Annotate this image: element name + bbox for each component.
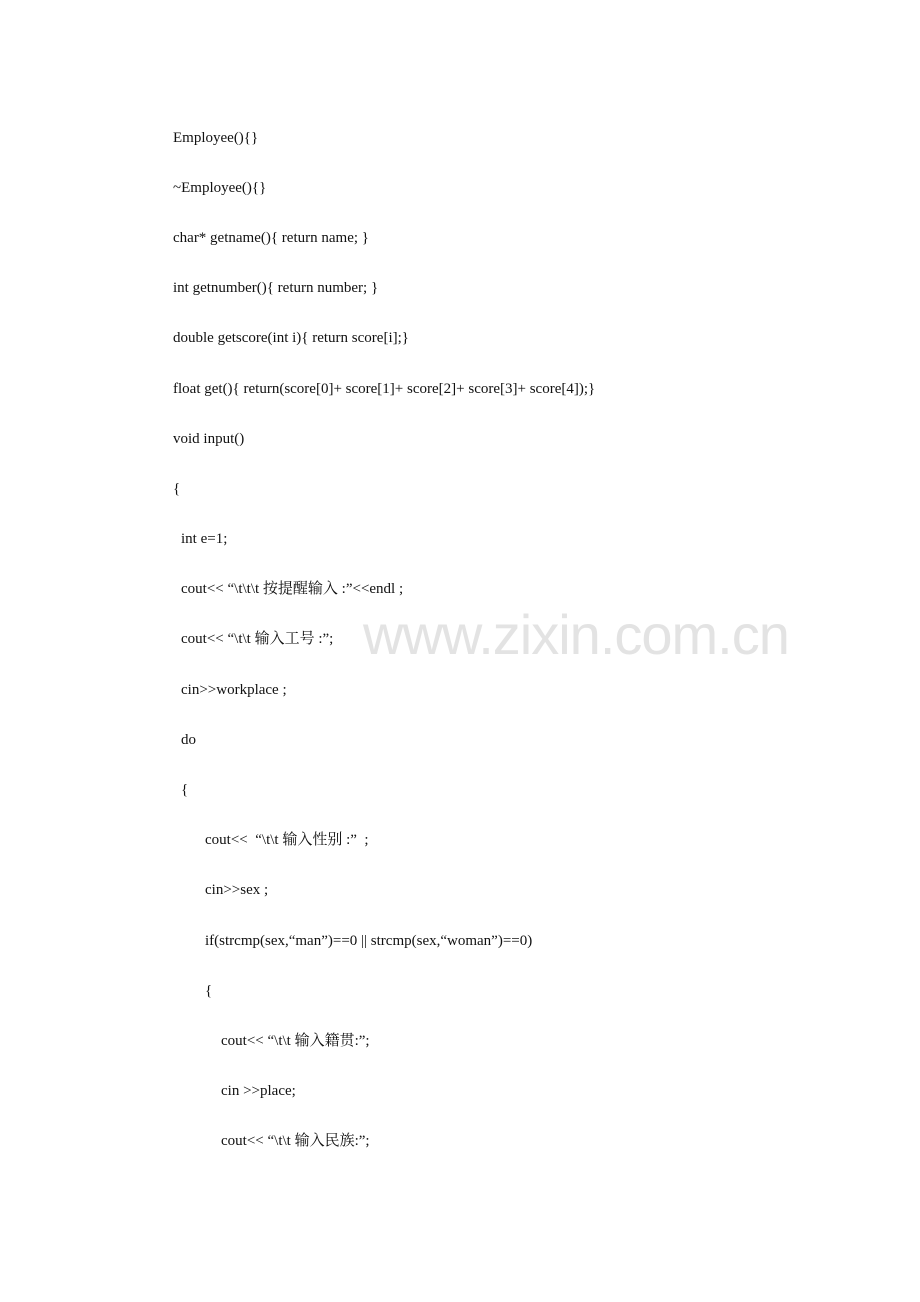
code-line: Employee(){}	[173, 130, 259, 146]
code-line: cin>>sex ;	[205, 882, 269, 898]
code-line: void input()	[173, 431, 245, 447]
code-line: cout<< “\t\t\t 按提醒输入 :”<<endl ;	[181, 581, 404, 597]
code-line: char* getname(){ return name; }	[173, 230, 369, 246]
code-line: double getscore(int i){ return score[i];}	[173, 330, 409, 346]
code-line: int getnumber(){ return number; }	[173, 280, 379, 296]
code-line: cin>>workplace ;	[181, 682, 287, 698]
code-line: {	[205, 983, 213, 999]
code-line: cout<< “\t\t 输入性别 :” ;	[205, 832, 369, 848]
code-line: float get(){ return(score[0]+ score[1]+ score[2]+ score[3]+ score[4]);}	[173, 381, 596, 397]
code-line: do	[181, 732, 196, 748]
code-line: ~Employee(){}	[173, 180, 267, 196]
code-line: {	[173, 481, 181, 497]
code-line: cout<< “\t\t 输入籍贯:”;	[221, 1033, 370, 1049]
code-line: if(strcmp(sex,“man”)==0 || strcmp(sex,“woman”)==0)	[205, 933, 533, 949]
code-line: cout<< “\t\t 输入民族:”;	[221, 1133, 370, 1149]
code-line: cin >>place;	[221, 1083, 296, 1099]
code-line: int e=1;	[181, 531, 228, 547]
watermark: www.zixin.com.cn	[363, 603, 789, 666]
code-line: {	[181, 782, 189, 798]
code-line: cout<< “\t\t 输入工号 :”;	[181, 631, 334, 647]
